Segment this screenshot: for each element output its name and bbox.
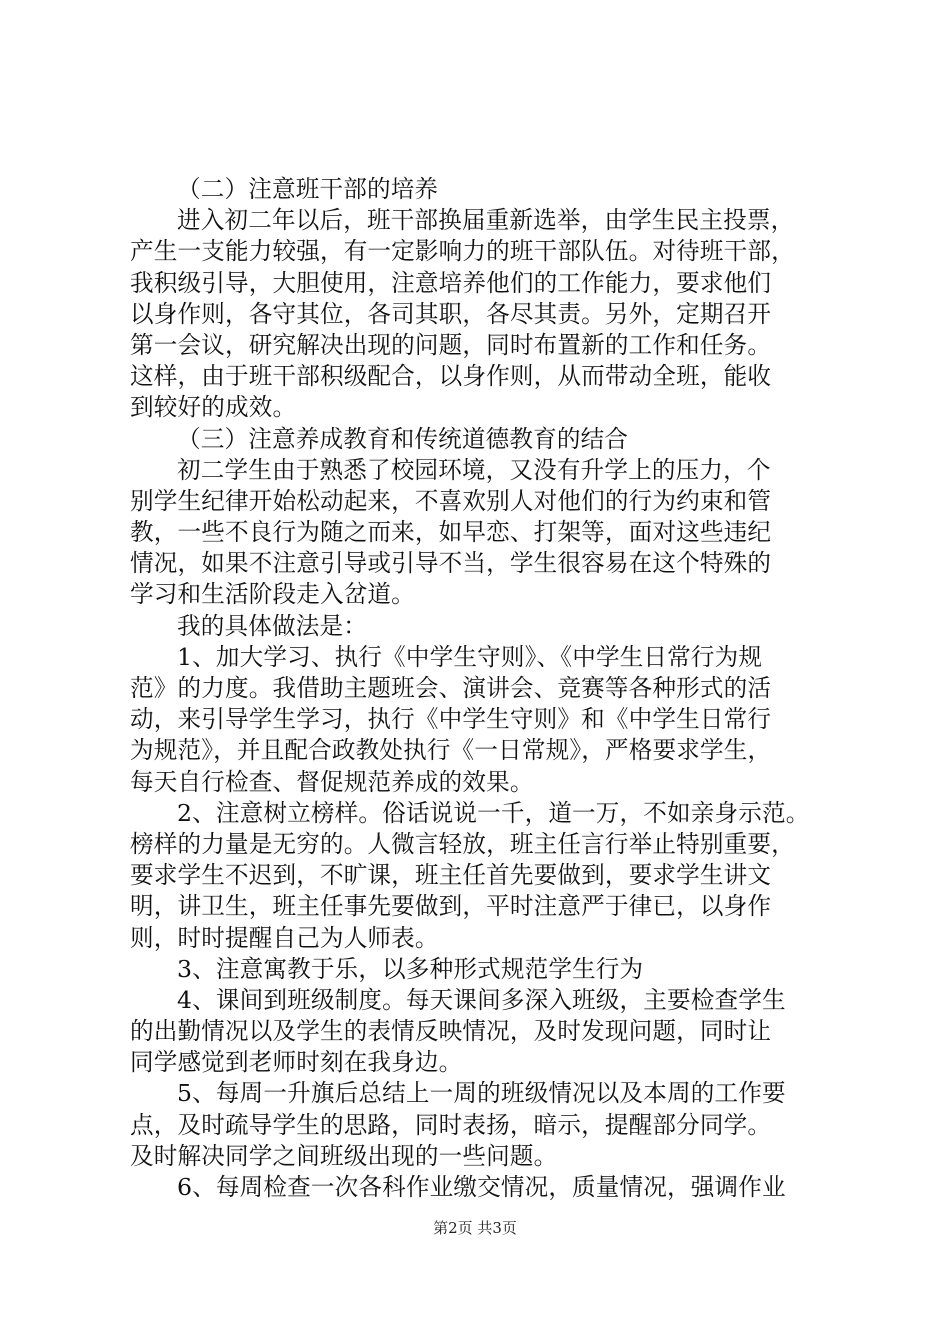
text-line: 3、注意寓教于乐，以多种形式规范学生行为 (177, 954, 644, 983)
text-line: 的出勤情况以及学生的表情反映情况，及时发现问题，同时让 (130, 1017, 772, 1046)
text-line: 1、加大学习、执行《中学生守则》、《中学生日常行为规 (177, 642, 763, 671)
text-line: 5、每周一升旗后总结上一周的班级情况以及本周的工作要 (177, 1079, 786, 1108)
text-line: 点，及时疏导学生的思路，同时表扬，暗示，提醒部分同学。 (130, 1110, 772, 1139)
text-line: 为规范》，并且配合政教处执行《一日常规》，严格要求学生， (130, 736, 772, 765)
text-line: 6、每周检查一次各科作业缴交情况，质量情况，强调作业 (177, 1173, 786, 1201)
text-line: 则，时时提醒自己为人师表。 (130, 923, 439, 952)
text-line: 教，一些不良行为随之而来，如早恋、打架等，面对这些违纪 (130, 518, 772, 547)
text-line: 第一会议，研究解决出现的问题，同时布置新的工作和任务。 (130, 330, 772, 359)
text-line: 初二学生由于熟悉了校园环境，又没有升学上的压力，个 (177, 455, 771, 484)
text-line: 学习和生活阶段走入岔道。 (130, 580, 415, 609)
text-line: 2、注意树立榜样。俗话说说一千，道一万，不如亲身示范。 (177, 798, 810, 827)
text-line: 动，来引导学生学习，执行《中学生守则》和《中学生日常行 (130, 705, 772, 734)
text-line: 范》的力度。我借助主题班会、演讲会、竞赛等各种形式的活 (130, 674, 772, 702)
text-line: 每天自行检查、督促规范养成的效果。 (130, 767, 534, 796)
section-heading: （二）注意班干部的培养 (177, 175, 439, 203)
text-line: 4、课间到班级制度。每天课间多深入班级，主要检查学生 (177, 985, 786, 1014)
text-line: 我积级引导，大胆使用，注意培养他们的工作能力，要求他们 (130, 268, 772, 297)
text-line: 榜样的力量是无穷的。人微言轻放，班主任言行举止特别重要， (130, 829, 795, 858)
text-line: 别学生纪律开始松动起来，不喜欢别人对他们的行为约束和管 (130, 486, 772, 515)
text-line: 情况，如果不注意引导或引导不当，学生很容易在这个特殊的 (130, 549, 772, 578)
text-line: 进入初二年以后，班干部换届重新选举，由学生民主投票， (177, 206, 795, 235)
text-line: 要求学生不迟到，不旷课，班主任首先要做到，要求学生讲文 (130, 861, 772, 890)
document-body (130, 174, 835, 1203)
text-line: 这样，由于班干部积级配合，以身作则，从而带动全班，能收 (130, 362, 772, 391)
text-line: 同学感觉到老师时刻在我身边。 (130, 1048, 463, 1077)
text-line: 明，讲卫生，班主任事先要做到，平时注意严于律已，以身作 (130, 892, 772, 921)
text-line: 以身作则，各守其位，各司其职，各尽其责。另外，定期召开 (130, 299, 772, 328)
page-number: 第2页 共3页 (433, 1219, 517, 1237)
text-line: 及时解决同学之间班级出现的一些问题。 (130, 1141, 558, 1170)
text-line: 产生一支能力较强，有一定影响力的班干部队伍。对待班干部， (130, 237, 795, 266)
text-line: 我的具体做法是： (177, 611, 367, 640)
section-heading: （三）注意养成教育和传统道德教育的结合 (177, 424, 629, 453)
text-line: 到较好的成效。 (130, 393, 297, 422)
